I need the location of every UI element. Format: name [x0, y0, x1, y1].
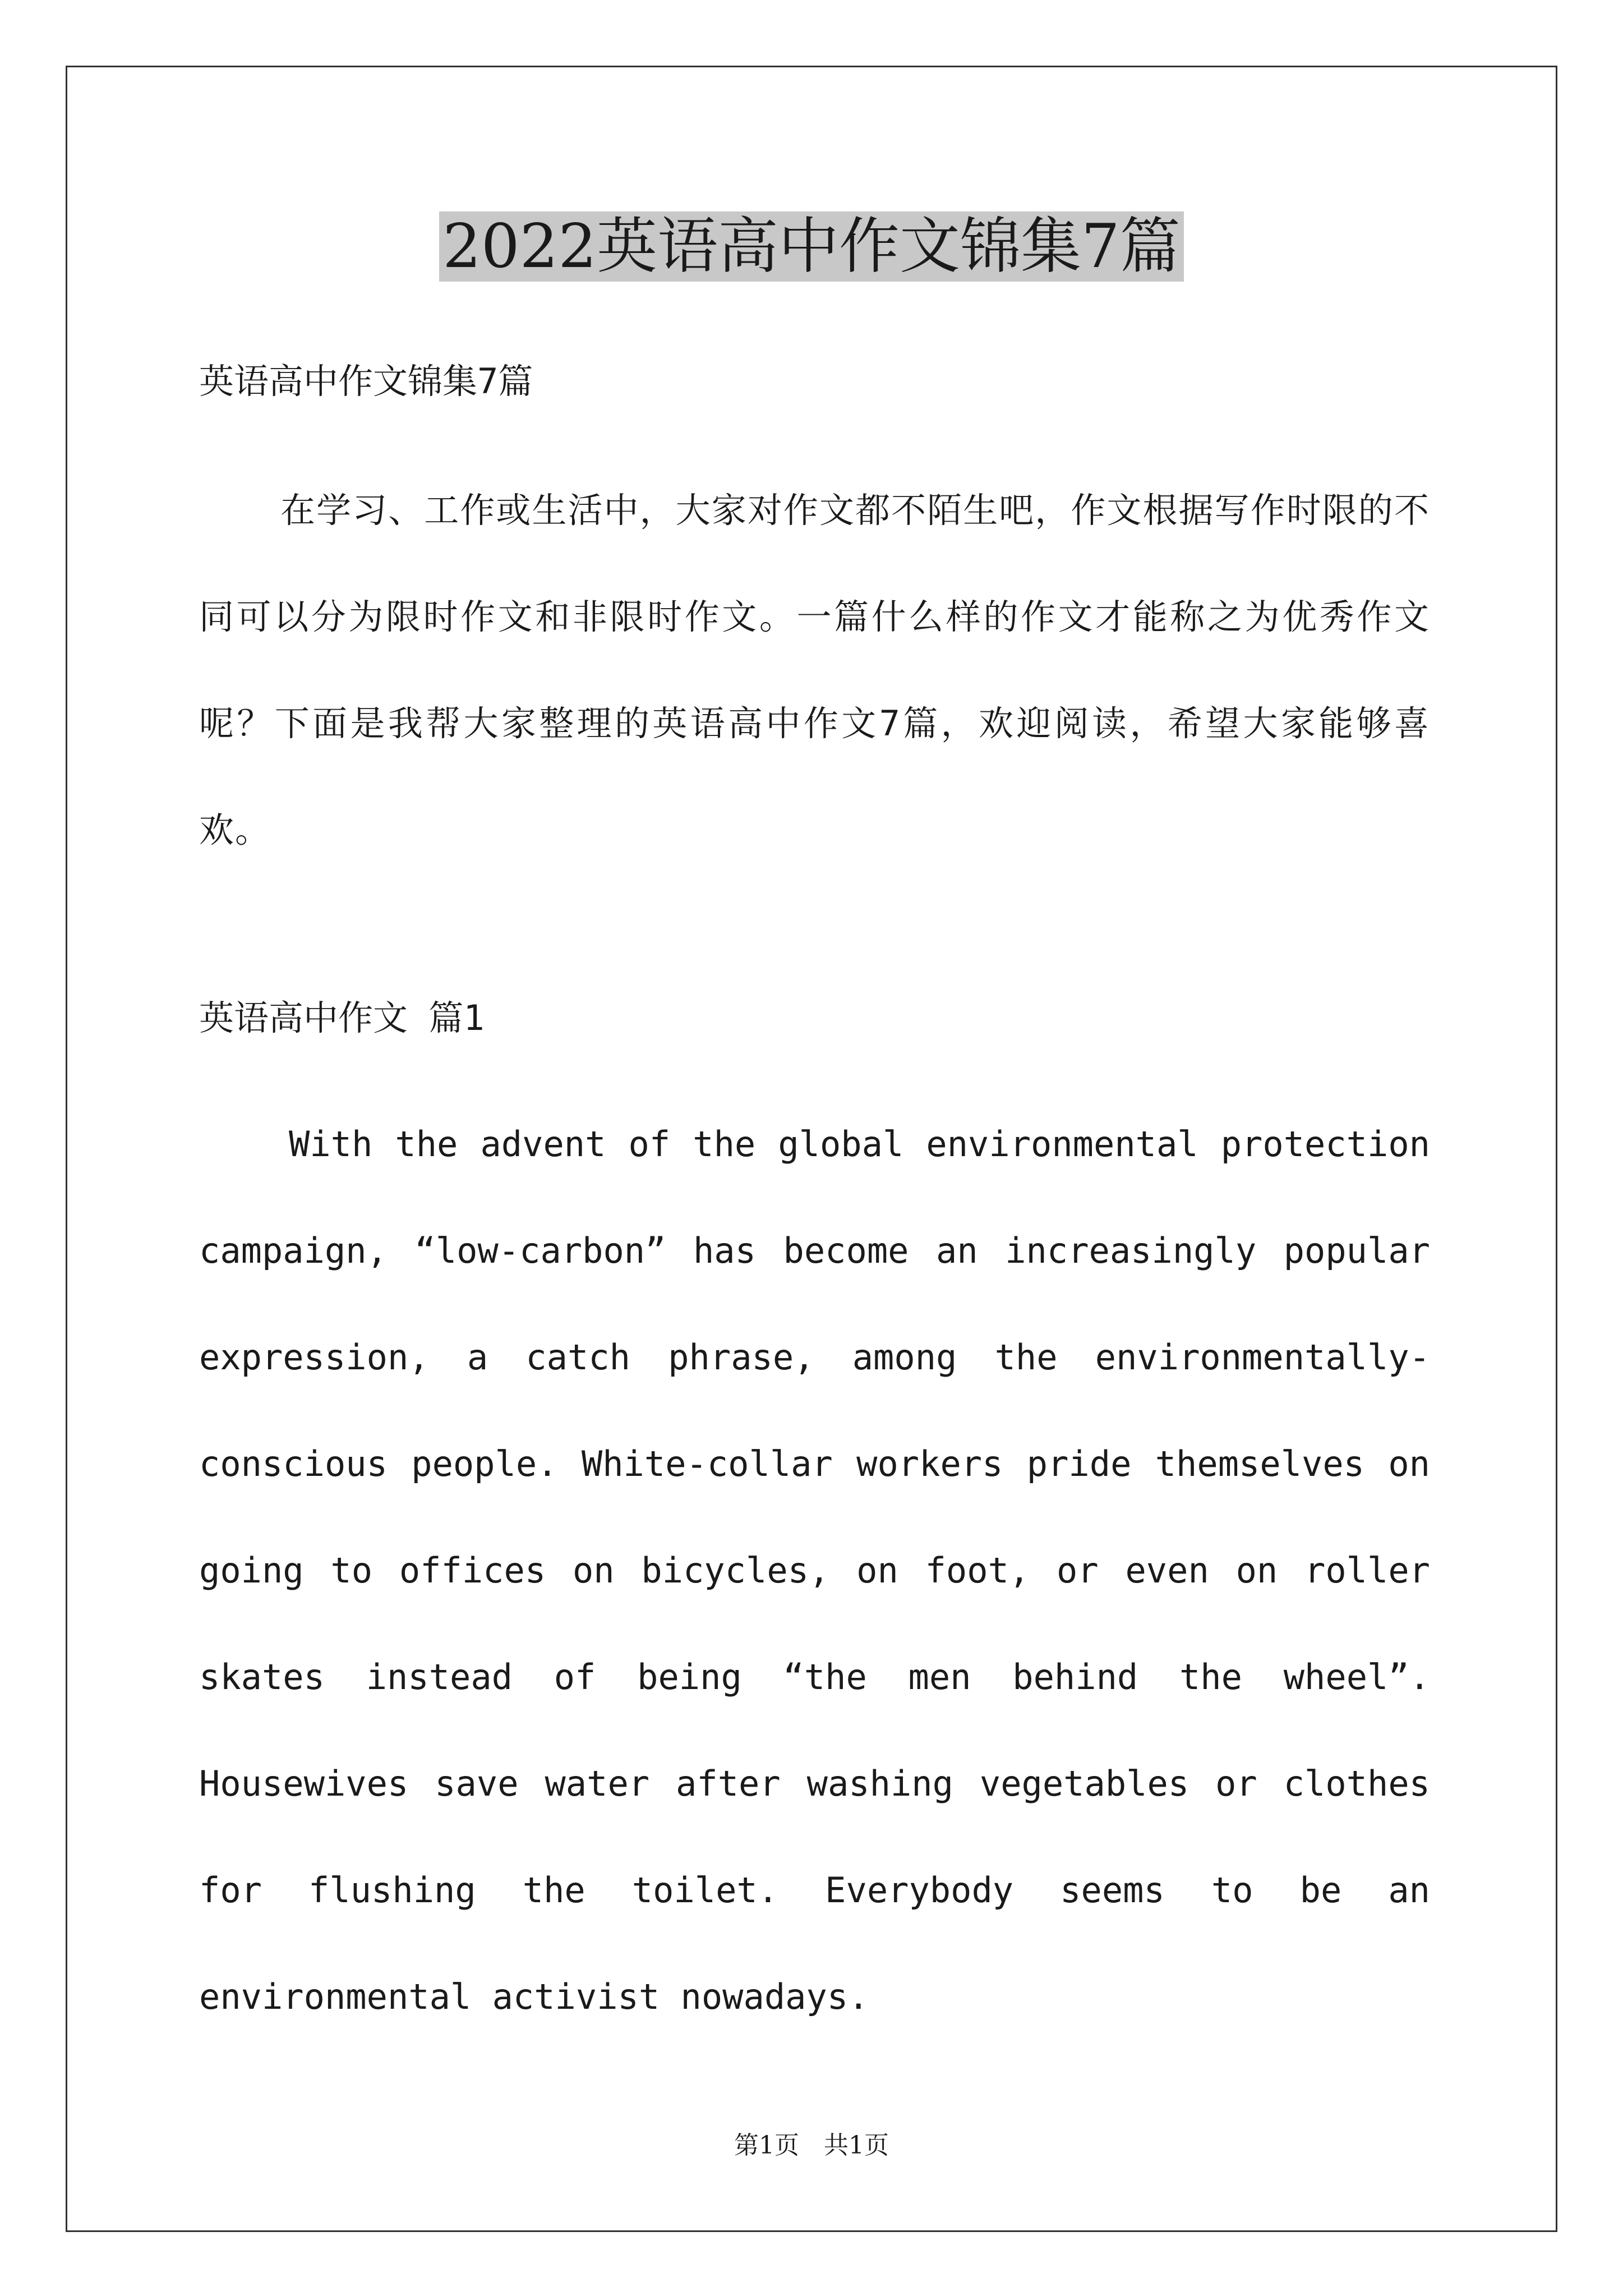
section-heading: 英语高中作文 篇1 — [199, 997, 485, 1038]
document-subtitle: 英语高中作文锦集7篇 — [199, 361, 533, 402]
document-title: 2022英语高中作文锦集7篇 — [439, 211, 1184, 282]
intro-paragraph: 在学习、工作或生活中，大家对作文都不陌生吧，作文根据写作时限的不同可以分为限时作文和非限时作文。一篇什么样的作文才能称之为优秀作文呢？下面是我帮大家整理的英语高中作文7篇，欢迎阅读，希望大家能够喜欢。 — [199, 490, 1430, 850]
essay-paragraph: With the advent of the global environmental protection campaign, “low-carbon” has become an increasingly popular expression, a catch phrase, among the environmentally-conscious people. White-collar workers pride themselves on going to offices on bicycles, on foot, or even on roller skates instead of being “the men behind the wheel”. Housewives save water after washing vegetables or clothes for flushing the toilet. Everybody seems to be an environmental activist nowadays. — [199, 1124, 1430, 2017]
document-title-container — [0, 208, 1623, 286]
page-number-footer: 第1页 共1页 — [734, 2131, 889, 2160]
